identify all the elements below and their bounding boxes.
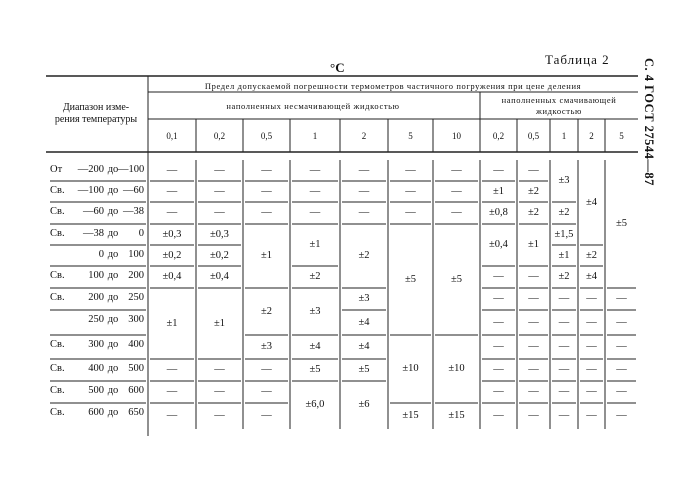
row-to: 200	[128, 270, 144, 281]
row-from: —200	[77, 164, 104, 175]
table-cell: —	[528, 364, 539, 375]
row-from: 500	[88, 385, 104, 396]
table-cell: ±0,4	[210, 271, 229, 282]
column-header: 0,2	[213, 131, 226, 141]
table-cell: —	[261, 186, 272, 197]
table-cell: ±5	[450, 274, 462, 285]
row-word-do: до	[107, 185, 119, 196]
row-to: 250	[128, 292, 144, 303]
table-cell: ±15	[402, 410, 419, 421]
table-cell: ±15	[448, 410, 465, 421]
document-code: С. 4 ГОСТ 27544—87	[642, 58, 656, 186]
table-cell: —	[214, 386, 225, 397]
table-cell: ±1	[166, 318, 178, 329]
row-prefix: Св.	[50, 339, 65, 350]
table-cell: ±1	[260, 250, 272, 261]
table-cell: —	[616, 317, 627, 328]
row-from: 600	[88, 407, 104, 418]
table-cell: ±0,4	[489, 239, 508, 250]
row-word-do: до	[107, 270, 119, 281]
column-header: 0,2	[492, 131, 505, 141]
table-cell: —	[616, 341, 627, 352]
table-cell: —	[558, 293, 570, 304]
table-cell: ±10	[448, 363, 465, 374]
table-cell: ±5	[615, 218, 627, 229]
table-cell: —	[451, 186, 462, 197]
table-cell: —	[616, 364, 627, 375]
table-cell: —	[493, 410, 504, 421]
table-cell: —	[405, 186, 416, 197]
table-cell: —	[166, 207, 178, 218]
table-cell: —	[261, 364, 272, 375]
column-header: 10	[452, 131, 461, 141]
table-cell: ±1	[527, 239, 539, 250]
table-cell: —	[586, 364, 597, 375]
table-cell: —	[493, 271, 504, 282]
row-word-do: до	[107, 314, 119, 325]
table-cell: —	[586, 317, 597, 328]
column-header: 1	[561, 131, 567, 141]
row-from: 250	[88, 314, 104, 325]
table-cell: —	[451, 207, 462, 218]
row-from: —38	[83, 228, 104, 239]
top-header: Предел допускаемой погрешности термометров частичного погружения при цене деления	[204, 81, 582, 91]
table-cell: ±0,4	[162, 271, 182, 282]
table-cell: ±2	[527, 207, 539, 218]
table-cell: ±0,2	[162, 250, 182, 261]
table-cell: —	[493, 364, 504, 375]
table-cell: —	[616, 293, 627, 304]
table-cell: ±1	[492, 186, 504, 197]
row-from: 400	[88, 363, 104, 374]
table-cell: —	[558, 386, 570, 397]
table-cell: ±10	[402, 363, 419, 374]
table-cell: ±3	[358, 293, 370, 304]
table-cell: —	[586, 410, 597, 421]
table-cell: —	[558, 341, 570, 352]
table-cell: ±2	[309, 271, 321, 282]
table-cell: —	[166, 364, 178, 375]
table-cell: —	[358, 165, 370, 176]
table-cell: —	[528, 341, 539, 352]
table-cell: ±2	[358, 250, 370, 261]
row-prefix: Св.	[50, 385, 65, 396]
table-cell: ±3	[558, 175, 570, 186]
table-cell: ±3	[309, 306, 321, 317]
table-cell: —	[405, 207, 416, 218]
row-prefix: Св.	[50, 228, 65, 239]
row-to: 600	[128, 385, 144, 396]
table-cell: —	[261, 410, 272, 421]
table-cell: —	[309, 186, 321, 197]
row-to: 100	[128, 249, 144, 260]
column-header: 0,1	[166, 131, 178, 141]
row-word-do: до	[107, 206, 119, 217]
row-to: 400	[128, 339, 144, 350]
group-header-wetting: наполненных смачивающей жидкостью	[501, 95, 617, 116]
table-cell: ±1	[309, 239, 321, 250]
table-cell: —	[261, 207, 272, 218]
table-cell: ±0,8	[489, 207, 508, 218]
row-to: 300	[128, 314, 144, 325]
row-word-do: до	[107, 249, 119, 260]
row-prefix: Св.	[50, 185, 65, 196]
row-to: 650	[128, 407, 144, 418]
row-prefix: Св.	[50, 363, 65, 374]
row-to: 0	[138, 228, 144, 239]
column-header: 0,5	[527, 131, 540, 141]
column-header: 2	[361, 131, 367, 141]
table-cell: —	[528, 410, 539, 421]
row-to: —100	[118, 164, 145, 175]
table-cell: ±6	[358, 399, 370, 410]
table-cell: —	[528, 165, 539, 176]
row-word-do: до	[107, 339, 119, 350]
row-from: 300	[88, 339, 104, 350]
table-cell: —	[451, 165, 462, 176]
table-cell: ±4	[358, 317, 370, 328]
row-word-do: до	[107, 407, 119, 418]
table-cell: ±2	[558, 207, 570, 218]
row-prefix: От	[50, 164, 63, 175]
table-cell: ±4	[585, 197, 597, 208]
column-header: 2	[589, 131, 594, 141]
column-header: 1	[312, 131, 318, 141]
table-cell: —	[166, 410, 178, 421]
table-cell: ±4	[309, 341, 321, 352]
table-cell: ±6,0	[305, 399, 325, 410]
table-cell: —	[493, 386, 504, 397]
table-cell: —	[528, 317, 539, 328]
table-cell: ±2	[527, 186, 539, 197]
column-header: 5	[619, 131, 624, 141]
table-cell: ±2	[260, 306, 272, 317]
row-word-do: до	[107, 228, 119, 239]
row-prefix: Св.	[50, 270, 65, 281]
table-cell: —	[528, 293, 539, 304]
table-cell: —	[166, 386, 178, 397]
table-cell: —	[214, 165, 225, 176]
table-cell: ±5	[358, 364, 370, 375]
table-cell: ±3	[260, 341, 272, 352]
table-cell: —	[309, 165, 321, 176]
row-prefix: Св.	[50, 407, 65, 418]
table-cell: —	[214, 364, 225, 375]
table-cell: —	[493, 165, 504, 176]
row-word-do: до	[107, 385, 119, 396]
table-cell: —	[558, 410, 570, 421]
table-cell: —	[528, 271, 539, 282]
table-cell: ±1	[213, 318, 225, 329]
row-from: —100	[77, 185, 104, 196]
table-cell: —	[358, 186, 370, 197]
table-cell: ±0,3	[162, 229, 182, 240]
table-cell: —	[493, 341, 504, 352]
row-word-do: до	[107, 292, 119, 303]
row-header: Диапазон изме- рения температуры	[54, 102, 138, 125]
row-to: 500	[128, 363, 144, 374]
table-cell: —	[558, 317, 570, 328]
table-cell: ±2	[558, 271, 570, 282]
table-cell: —	[528, 386, 539, 397]
table-cell: —	[493, 317, 504, 328]
table-cell: —	[616, 386, 627, 397]
table-cell: ±4	[358, 341, 370, 352]
row-prefix: Св.	[50, 206, 65, 217]
row-from: 0	[98, 249, 104, 260]
table-cell: —	[166, 165, 178, 176]
table-cell: ±5	[404, 274, 416, 285]
table-cell: ±4	[585, 271, 597, 282]
table-cell: —	[586, 386, 597, 397]
table-cell: ±0,2	[210, 250, 229, 261]
table-cell: —	[405, 165, 416, 176]
table-cell: —	[586, 293, 597, 304]
row-word-do: до	[107, 363, 119, 374]
table-cell: —	[214, 207, 225, 218]
table-cell: —	[558, 364, 570, 375]
column-header: 0,5	[260, 131, 273, 141]
row-from: —60	[83, 206, 104, 217]
table-cell: —	[261, 165, 272, 176]
table-cell: —	[309, 207, 321, 218]
table-cell: ±0,3	[210, 229, 229, 240]
table-cell: —	[166, 186, 178, 197]
table-cell: —	[616, 410, 627, 421]
row-from: 200	[88, 292, 104, 303]
table-number: Таблица 2	[545, 52, 610, 67]
table-cell: —	[586, 341, 597, 352]
row-word-do: до	[107, 164, 119, 175]
table-cell: —	[358, 207, 370, 218]
table-cell: ±5	[309, 364, 321, 375]
group-header-nonwetting: наполненных несмачивающей жидкостью	[226, 101, 400, 111]
row-prefix: Св.	[50, 292, 65, 303]
row-to: —38	[123, 206, 144, 217]
table-cell: —	[261, 386, 272, 397]
column-header: 5	[408, 131, 413, 141]
table-cell: —	[214, 410, 225, 421]
table-cell: —	[214, 186, 225, 197]
table-cell: —	[493, 293, 504, 304]
row-from: 100	[88, 270, 104, 281]
table-cell: ±1,5	[554, 229, 574, 240]
table-cell: ±1	[558, 250, 570, 261]
table-cell: ±2	[585, 250, 597, 261]
unit-label: °C	[330, 60, 345, 75]
row-to: —60	[123, 185, 144, 196]
